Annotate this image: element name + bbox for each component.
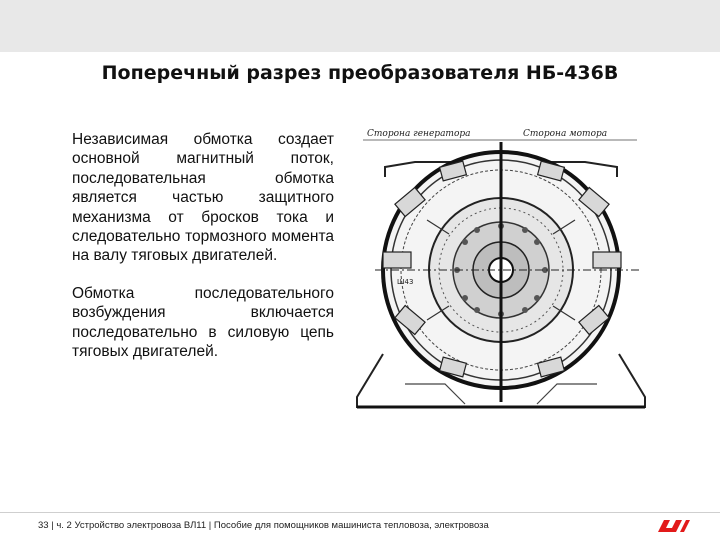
slide-title: Поперечный разрез преобразователя НБ-436В xyxy=(101,62,619,84)
cross-section-svg xyxy=(345,122,657,412)
paragraph-1: Независимая обмотка создает основной магнитный поток, последовательная обмотка является частью защитного механизма от бросков тока и следовательно тормозного момента на валу тяговых двигателей. xyxy=(72,131,334,265)
footer-text: 33 | ч. 2 Устройство электровоза ВЛ11 | Пособие для помощников машиниста тепловоза, электровоза xyxy=(38,520,489,531)
footer xyxy=(0,512,720,541)
converter-cross-section-drawing xyxy=(345,122,657,412)
label-motor-side: Сторона мотора xyxy=(523,129,608,139)
label-small: Ш43 xyxy=(397,278,414,286)
top-band xyxy=(0,0,720,52)
rzd-logo-icon xyxy=(656,516,692,536)
label-generator-side: Сторона генератора xyxy=(367,129,471,139)
body-text xyxy=(72,130,334,379)
paragraph-2: Обмотка последовательного возбуждения включается последовательно в силовую цепь тяговых двигателей. xyxy=(72,284,334,361)
